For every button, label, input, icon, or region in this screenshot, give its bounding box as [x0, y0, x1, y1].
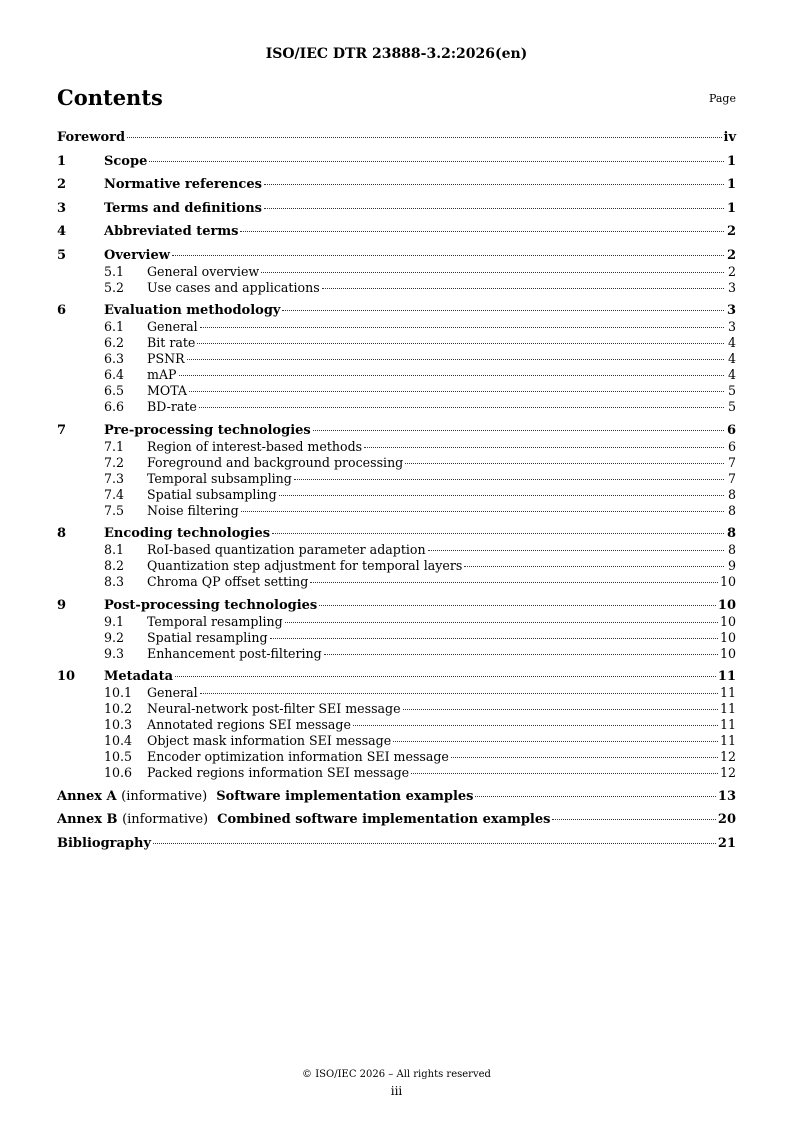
dot-leader [149, 161, 724, 162]
toc-subentry[interactable] [57, 439, 736, 455]
toc-page: 11 [719, 733, 736, 748]
toc-title: General [147, 319, 198, 334]
toc-title: Temporal resampling [147, 613, 283, 629]
toc-entry-pre-processing[interactable] [57, 423, 736, 439]
toc-entry-metadata[interactable] [57, 669, 736, 685]
toc-page: 3 [726, 303, 736, 318]
toc-number: 6.4 [104, 367, 125, 382]
toc-subentry[interactable] [57, 614, 736, 630]
dot-leader [282, 310, 724, 311]
toc-title: Abbreviated terms [104, 224, 239, 239]
dot-leader [393, 741, 718, 742]
toc-title: PSNR [147, 351, 185, 366]
toc-page: 2 [726, 224, 736, 239]
toc-number: 9.2 [104, 629, 125, 645]
toc-title: Spatial subsampling [147, 486, 277, 502]
dot-leader [310, 582, 718, 583]
toc-title: Normative references [104, 177, 262, 192]
toc-subentry[interactable] [57, 701, 736, 717]
toc-entry-abbreviated-terms[interactable] [57, 224, 736, 240]
dot-leader [187, 359, 724, 360]
toc-number: 3 [57, 200, 67, 216]
toc-subentry[interactable] [57, 471, 736, 487]
toc-number: 6.5 [104, 383, 125, 398]
toc-title: mAP [147, 367, 177, 382]
toc-title: RoI-based quantization parameter adaption [147, 542, 426, 557]
toc-number: 5.2 [104, 279, 125, 295]
dot-leader [272, 533, 724, 534]
dot-leader [175, 676, 716, 677]
toc-number: 7.1 [104, 438, 125, 454]
toc-title: General [147, 685, 198, 700]
toc-number: 10.2 [104, 701, 133, 716]
toc-subentry[interactable] [57, 455, 736, 471]
toc-subentry[interactable] [57, 335, 736, 351]
toc-subentry[interactable] [57, 264, 736, 280]
toc-title: Temporal subsampling [147, 470, 292, 486]
toc-title: Region of interest-based methods [147, 438, 363, 454]
annex-label: Annex A [57, 788, 117, 804]
toc-page: 4 [727, 351, 736, 366]
toc-page: 2 [727, 263, 736, 279]
toc-entry-scope[interactable] [57, 154, 736, 170]
toc-page: 11 [717, 669, 736, 684]
toc-entry-terms-definitions[interactable] [57, 201, 736, 217]
toc-number: 2 [57, 177, 67, 192]
dot-leader [364, 447, 724, 448]
toc-entry-normative-references[interactable] [57, 177, 736, 193]
toc-page: 8 [727, 502, 736, 518]
table-of-contents [57, 130, 736, 852]
dot-leader [475, 796, 715, 797]
dot-leader [285, 622, 718, 623]
toc-title: Enhancement post-filtering [147, 645, 322, 661]
toc-subentry[interactable] [57, 733, 736, 749]
dot-leader [240, 231, 724, 232]
toc-number: 1 [57, 153, 67, 169]
toc-page: 10 [719, 574, 736, 589]
toc-entry-annex-b[interactable] [57, 812, 736, 828]
toc-page: 1 [726, 153, 736, 169]
toc-title: Encoding technologies [104, 526, 271, 541]
dot-leader [199, 407, 724, 408]
toc-number: 7.2 [104, 454, 125, 470]
toc-page: 21 [717, 835, 736, 851]
dot-leader [127, 137, 721, 138]
toc-title: Bit rate [147, 335, 196, 350]
dot-leader [264, 208, 724, 209]
toc-entry-encoding[interactable] [57, 526, 736, 542]
toc-subentry[interactable] [57, 574, 736, 590]
toc-number: 8.3 [104, 574, 125, 589]
dot-leader [264, 184, 724, 185]
toc-subentry[interactable] [57, 685, 736, 701]
toc-number: 6.6 [104, 399, 125, 414]
dot-leader [270, 638, 718, 639]
toc-title: MOTA [147, 383, 188, 398]
toc-number: 8.2 [104, 558, 125, 573]
toc-page: 20 [717, 812, 736, 827]
toc-number: 6.3 [104, 351, 125, 366]
toc-title: Noise filtering [147, 502, 239, 518]
dot-leader [552, 819, 715, 820]
toc-subentry[interactable] [57, 280, 736, 296]
toc-subentry[interactable] [57, 367, 736, 383]
toc-number: 10.5 [104, 749, 133, 764]
dot-leader [319, 605, 716, 606]
toc-title: Foreground and background processing [147, 454, 404, 470]
toc-number: 7.5 [104, 502, 125, 518]
toc-page: 6 [726, 422, 736, 438]
dot-leader [324, 654, 718, 655]
toc-number: 6 [57, 303, 67, 318]
document-header: ISO/IEC DTR 23888-3.2:2026(en) [265, 46, 528, 62]
toc-entry-overview[interactable] [57, 248, 736, 264]
toc-entry-bibliography[interactable] [57, 836, 736, 852]
toc-page: 2 [726, 247, 736, 263]
toc-entry-annex-a[interactable] [57, 789, 736, 805]
toc-number: 10.3 [104, 717, 133, 732]
toc-title: Software implementation examples [216, 788, 474, 804]
toc-number: 7.3 [104, 470, 125, 486]
toc-title: Annotated regions SEI message [147, 717, 351, 732]
toc-number: 9.3 [104, 645, 125, 661]
toc-title: Terms and definitions [104, 200, 262, 216]
toc-page: 10 [719, 645, 736, 661]
toc-title: Bibliography [57, 835, 152, 851]
toc-subentry[interactable] [57, 765, 736, 781]
dot-leader [279, 495, 724, 496]
toc-page: 1 [726, 200, 736, 216]
toc-number: 9 [57, 597, 67, 613]
toc-entry-evaluation-methodology[interactable] [57, 303, 736, 319]
toc-subentry[interactable] [57, 351, 736, 367]
toc-entry-foreword[interactable] [57, 130, 736, 146]
dot-leader [428, 550, 724, 551]
toc-subentry[interactable] [57, 646, 736, 662]
toc-subentry[interactable] [57, 503, 736, 519]
dot-leader [411, 773, 718, 774]
toc-page: 11 [719, 685, 736, 700]
toc-page: 6 [727, 438, 736, 454]
toc-page: 5 [727, 399, 736, 414]
toc-number: 10 [57, 669, 76, 684]
toc-subentry[interactable] [57, 542, 736, 558]
toc-title: Spatial resampling [147, 629, 268, 645]
dot-leader [294, 479, 724, 480]
dot-leader [179, 375, 724, 376]
copyright-notice: © ISO/IEC 2026 – All rights reserved [302, 1069, 491, 1080]
toc-page: 11 [719, 717, 736, 732]
toc-title: Use cases and applications [147, 279, 320, 295]
toc-number: 5 [57, 247, 67, 263]
toc-title: BD-rate [147, 399, 197, 414]
toc-number: 7.4 [104, 486, 125, 502]
toc-title: Post-processing technologies [104, 597, 318, 613]
dot-leader [197, 343, 724, 344]
dot-leader [172, 255, 724, 256]
dot-leader [200, 693, 718, 694]
toc-subentry[interactable] [57, 749, 736, 765]
toc-page: 11 [719, 701, 736, 716]
dot-leader [200, 327, 724, 328]
toc-page: 10 [719, 613, 736, 629]
toc-title: Encoder optimization information SEI message [147, 749, 449, 764]
dot-leader [403, 709, 718, 710]
dot-leader [451, 757, 718, 758]
dot-leader [153, 843, 716, 844]
toc-page: 4 [727, 335, 736, 350]
toc-subentry[interactable] [57, 630, 736, 646]
dot-leader [189, 391, 724, 392]
toc-title: Scope [104, 153, 148, 169]
toc-page: 4 [727, 367, 736, 382]
dot-leader [405, 463, 724, 464]
toc-entry-post-processing[interactable] [57, 598, 736, 614]
annex-label: Annex B [57, 812, 118, 827]
toc-page: 3 [727, 279, 736, 295]
toc-page: 12 [719, 749, 736, 764]
toc-subentry[interactable] [57, 558, 736, 574]
dot-leader [464, 566, 724, 567]
toc-subentry[interactable] [57, 487, 736, 503]
toc-title: Evaluation methodology [104, 303, 281, 318]
toc-page: 7 [727, 470, 736, 486]
page-footer [0, 1067, 793, 1099]
dot-leader [313, 430, 724, 431]
toc-title: Quantization step adjustment for temporal layers [147, 558, 463, 573]
toc-title: Chroma QP offset setting [147, 574, 309, 589]
toc-title: Combined software implementation examples [217, 812, 551, 827]
page-column-label: Page [708, 92, 736, 105]
dot-leader [241, 511, 724, 512]
toc-title: Foreword [57, 130, 126, 145]
toc-subentry[interactable] [57, 399, 736, 415]
toc-title: Overview [104, 247, 170, 263]
toc-page: 13 [717, 788, 736, 804]
toc-page: 5 [727, 383, 736, 398]
toc-page: 3 [727, 319, 736, 334]
toc-title: Packed regions information SEI message [147, 765, 410, 780]
toc-page: 10 [719, 629, 736, 645]
toc-page: 8 [727, 542, 736, 557]
toc-number: 7 [57, 422, 67, 438]
toc-page: 8 [727, 486, 736, 502]
toc-number: 6.2 [104, 335, 125, 350]
toc-page: 8 [726, 526, 736, 541]
toc-number: 8 [57, 526, 67, 541]
toc-subentry[interactable] [57, 383, 736, 399]
toc-number: 10.4 [104, 733, 133, 748]
toc-page: 7 [727, 454, 736, 470]
toc-number: 4 [57, 224, 67, 239]
toc-title: Neural-network post-filter SEI message [147, 701, 401, 716]
dot-leader [261, 272, 724, 273]
toc-title: General overview [147, 263, 260, 279]
toc-subentry[interactable] [57, 319, 736, 335]
toc-title: Metadata [104, 669, 174, 684]
page-number: iii [390, 1084, 403, 1098]
toc-title: Object mask information SEI message [147, 733, 392, 748]
dot-leader [322, 288, 724, 289]
toc-number: 6.1 [104, 319, 125, 334]
toc-page: 9 [727, 558, 736, 573]
toc-page: iv [723, 130, 736, 145]
contents-heading: Contents [57, 85, 163, 110]
toc-subentry[interactable] [57, 717, 736, 733]
dot-leader [353, 725, 718, 726]
toc-page: 10 [717, 597, 736, 613]
toc-number: 9.1 [104, 613, 125, 629]
annex-note: (informative) [122, 812, 209, 827]
toc-number: 5.1 [104, 263, 125, 279]
toc-title: Pre-processing technologies [104, 422, 311, 438]
toc-number: 10.6 [104, 765, 133, 780]
annex-note: (informative) [121, 788, 208, 804]
toc-page: 12 [719, 765, 736, 780]
toc-page: 1 [726, 177, 736, 192]
toc-number: 8.1 [104, 542, 125, 557]
toc-number: 10.1 [104, 685, 133, 700]
